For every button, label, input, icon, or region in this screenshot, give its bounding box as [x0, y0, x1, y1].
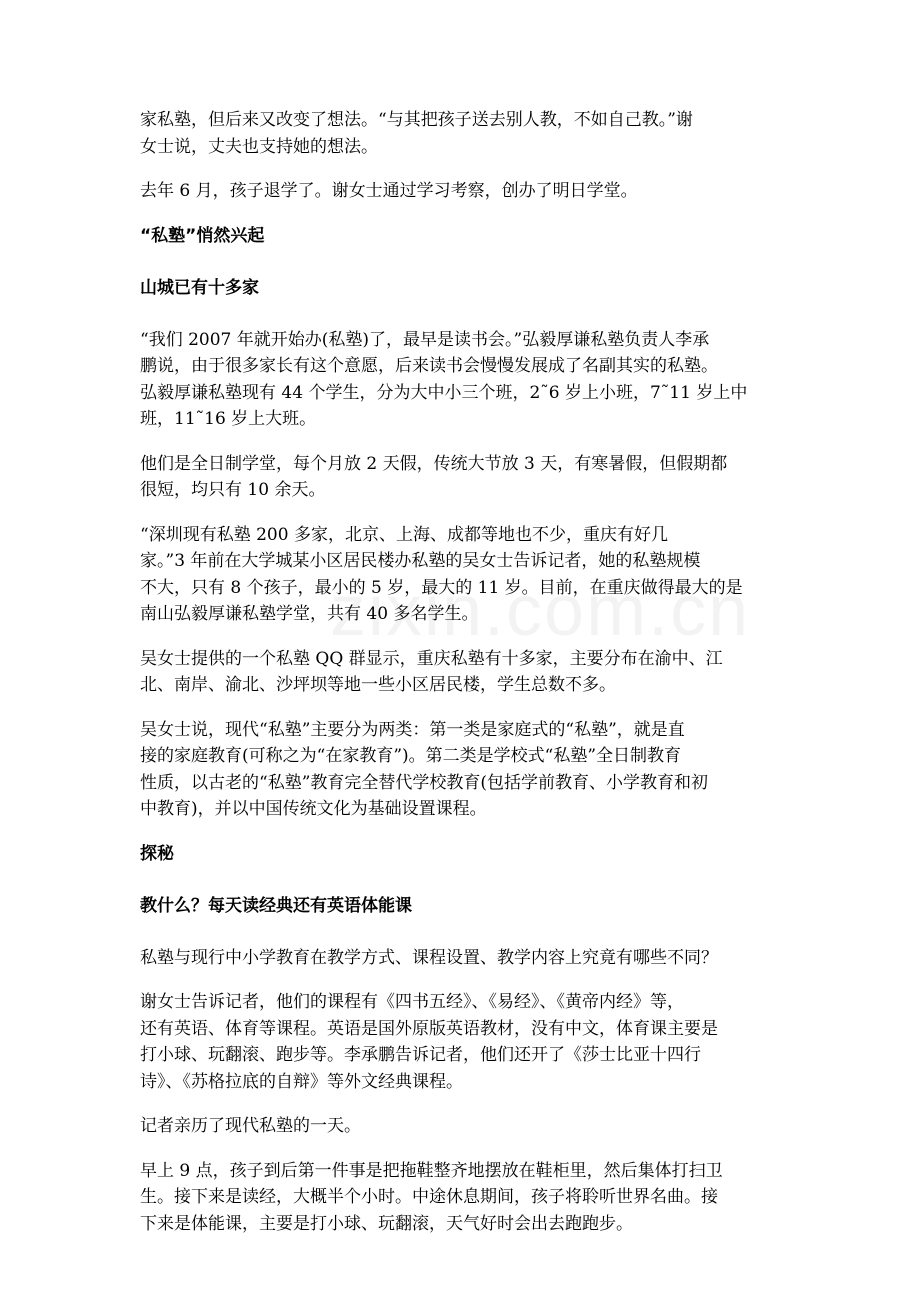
paragraph — [140, 1113, 780, 1140]
paragraph — [140, 989, 780, 1095]
paragraph-line: 接的家庭教育(可称之为“在家教育”)。第二类是学校式“私塾”全日制教育 — [140, 746, 682, 766]
paragraph-line: 中教育)，并以中国传统文化为基础设置课程。 — [140, 799, 487, 819]
paragraph-line: 生。接下来是读经，大概半个小时。中途休息期间，孩子将聆听世界名曲。接 — [140, 1187, 718, 1207]
paragraph-line: “深圳现有私塾 200 多家，北京、上海、成都等地也不少，重庆有好几 — [140, 524, 668, 545]
paragraph-line: 不大，只有 8 个孩子，最小的 5 岁，最大的 11 岁。目前，在重庆做得最大的是 — [140, 577, 743, 598]
paragraph-line: 早上 9 点，孩子到后第一件事是把拖鞋整齐地摆放在鞋柜里，然后集体打扫卫 — [140, 1160, 723, 1181]
paragraph-line: 他们是全日制学堂，每个月放 2 天假，传统大节放 3 天，有寒暑假，但假期都 — [140, 453, 728, 474]
paragraph — [140, 327, 780, 433]
paragraph-line: 很短，均只有 10 余天。 — [140, 480, 326, 500]
paragraph-line: 私塾与现行中小学教育在教学方式、课程设置、教学内容上究竟有哪些不同？ — [140, 947, 718, 968]
section-heading: 探秘 — [140, 843, 174, 864]
paragraph-line: 家私塾，但后来又改变了想法。“与其把孩子送去别人教，不如自己教。”谢 — [140, 110, 693, 130]
paragraph-line: 性质，以古老的“私塾”教育完全替代学校教育(包括学前教育、小学教育和初 — [140, 772, 709, 793]
paragraph — [140, 107, 780, 160]
paragraph — [140, 1158, 780, 1238]
paragraph-line: 吴女士说，现代“私塾”主要分为两类：第一类是家庭式的“私塾”，就是直 — [140, 719, 685, 740]
paragraph — [140, 646, 780, 699]
paragraph — [140, 451, 780, 504]
paragraph-line: 北、南岸、渝北、沙坪坝等地一些小区居民楼，学生总数不多。 — [140, 675, 616, 695]
paragraph — [140, 178, 780, 205]
paragraph-line: 记者亲历了现代私塾的一天。 — [140, 1116, 361, 1136]
paragraph-line: 去年 6 月，孩子退学了。谢女士通过学习考察，创办了明日学堂。 — [140, 181, 638, 201]
paragraph-line: 打小球、玩翻滚、跑步等。李承鹏告诉记者，他们还开了《莎士比亚十四行 — [140, 1045, 701, 1065]
document-body — [140, 107, 780, 1255]
paragraph-line: “我们 2007 年就开始办(私塾)了，最早是读书会。”弘毅厚谦私塾负责人李承 — [140, 329, 710, 350]
paragraph-line: 班，11˜16 岁上大班。 — [140, 409, 317, 429]
paragraph-line: 诗》、《苏格拉底的自辩》等外文经典课程。 — [140, 1071, 463, 1092]
paragraph — [140, 945, 780, 972]
paragraph-line: 吴女士提供的一个私塾 QQ 群显示，重庆私塾有十多家，主要分布在渝中、江 — [140, 648, 723, 669]
section-heading: 山城已有十多家 — [140, 277, 259, 298]
paragraph-line: 下来是体能课，主要是打小球、玩翻滚，天气好时会出去跑跑步。 — [140, 1213, 633, 1234]
paragraph-line: 鹏说，由于很多家长有这个意愿，后来读书会慢慢发展成了名副其实的私塾。 — [140, 356, 718, 376]
section-heading: 教什么？每天读经典还有英语体能课 — [140, 895, 412, 916]
paragraph-line: 家。”3 年前在大学城某小区居民楼办私塾的吴女士告诉记者，她的私塾规模 — [140, 551, 701, 571]
paragraph-line: 谢女士告诉记者，他们的课程有《四书五经》、《易经》、《黄帝内经》等， — [140, 992, 684, 1012]
paragraph-line: 还有英语、体育等课程。英语是国外原版英语教材，没有中文，体育课主要是 — [140, 1018, 718, 1039]
paragraph-line: 弘毅厚谦私塾现有 44 个学生，分为大中小三个班，2˜6 岁上小班，7˜11 岁上中 — [140, 382, 748, 403]
paragraph — [140, 522, 780, 628]
paragraph — [140, 717, 780, 823]
paragraph-line: 南山弘毅厚谦私塾学堂，共有 40 多名学生。 — [140, 604, 479, 624]
paragraph-line: 女士说，丈夫也支持她的想法。 — [140, 136, 378, 157]
section-heading: “私塾”悄然兴起 — [140, 225, 265, 246]
